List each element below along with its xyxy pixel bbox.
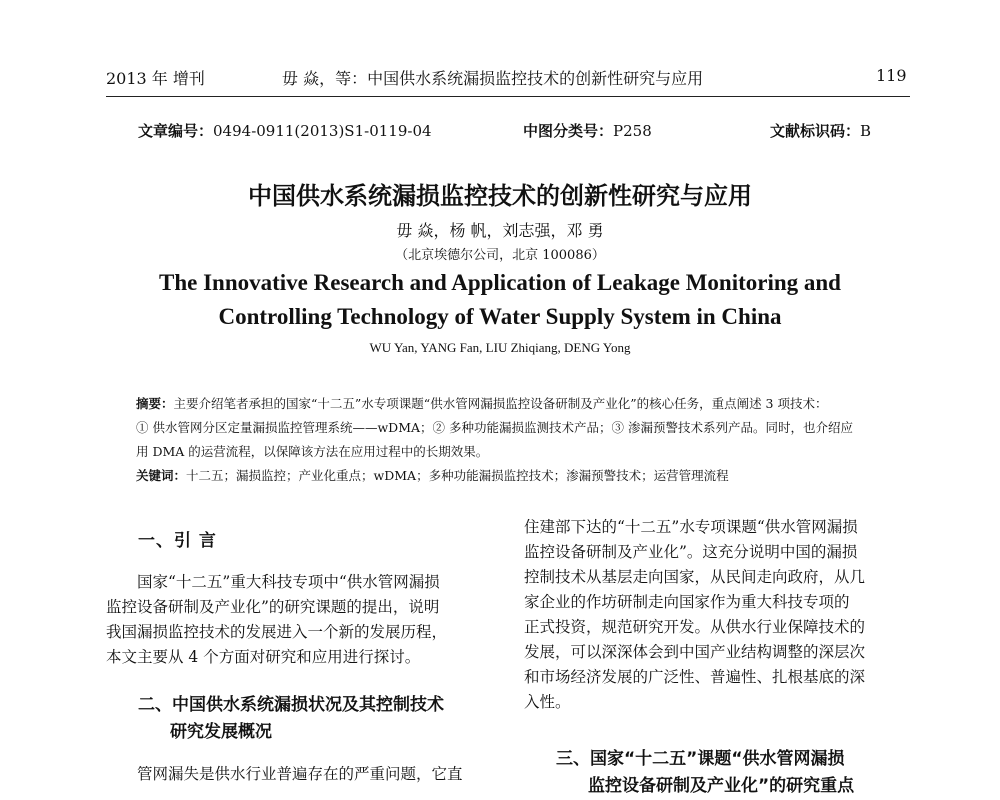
keywords [136,464,888,488]
section2-first-line: 管网漏失是供水行业普遍存在的严重问题，它直 [137,765,463,783]
section1-line: 监控设备研制及产业化”的研究课题的提出，说明 [106,598,440,616]
right-line: 入性。 [524,693,571,711]
abstract [136,392,888,488]
keywords-text: 十二五；漏损监控；产业化重点；wDMA；多种功能漏损监控技术；渗漏预警技术；运营管理流程 [186,468,729,483]
section1-line: 我国漏损监控技术的发展进入一个新的发展历程， [106,623,448,641]
article-number [138,120,432,141]
article-number-value: 0494-0911(2013)S1-0119-04 [213,122,432,140]
right-line: 控制技术从基层走向国家，从民间走向政府，从几 [524,568,866,586]
running-title: 毋 焱，等：中国供水系统漏损监控技术的创新性研究与应用 [282,69,704,88]
title-english-line1: The Innovative Research and Application of Leakage Monitoring and [159,270,841,295]
clc-number [523,120,652,141]
right-line: 正式投资，规范研究开发。从供水行业保障技术的 [524,618,866,636]
right-line: 住建部下达的“十二五”水专项课题“供水管网漏损 [524,518,858,536]
clc-value: P258 [613,122,652,140]
section1-line: 国家“十二五”重大科技专项中“供水管网漏损 [137,573,440,591]
right-line: 发展，可以深深体会到中国产业结构调整的深层次 [524,643,866,661]
abstract-line1: 主要介绍笔者承担的国家“十二五”水专项课题“供水管网漏损监控设备研制及产业化”的核心任务，重点阐述 3 项技术： [173,396,828,411]
right-line: 监控设备研制及产业化”。这充分说明中国的漏损 [524,543,858,561]
right-line: 家企业的作坊研制走向国家作为重大科技专项的 [524,593,850,611]
header-rule [106,96,910,97]
article-number-label: 文章编号： [138,122,214,140]
authors-chinese: 毋 焱，杨 帆，刘志强，邓 勇 [396,221,604,240]
header-year-issue: 2013 年 增刊 [106,69,205,88]
authors-english: WU Yan, YANG Fan, LIU Zhiqiang, DENG Yong [369,340,631,355]
affiliation: （北京埃德尔公司，北京 100086） [395,248,605,263]
title-english-line2: Controlling Technology of Water Supply System in China [218,304,782,329]
right-line: 和市场经济发展的广泛性、普遍性、扎根基底的深 [524,668,866,686]
document-code [770,120,871,141]
section2-heading-line1: 二、中国供水系统漏损状况及其控制技术 [138,695,444,715]
section3-heading-line2: 监控设备研制及产业化”的研究重点 [588,776,855,796]
section1-heading: 一、引 言 [138,531,217,551]
keywords-label: 关键词： [136,468,187,483]
clc-label: 中图分类号： [523,122,614,140]
right-column-body [524,515,910,715]
section3-heading-line1: 三、国家“十二五”课题“供水管网漏损 [556,749,845,769]
title-chinese: 中国供水系统漏损监控技术的创新性研究与应用 [248,181,752,210]
abstract-line2: ① 供水管网分区定量漏损监控管理系统——wDMA；② 多种功能漏损监测技术产品；③ 渗漏预警技术系列产品。同时，也介绍应 [136,420,853,435]
page-number: 119 [876,66,907,85]
document-code-value: B [860,122,872,140]
section1-line: 本文主要从 4 个方面对研究和应用进行探讨。 [106,648,421,666]
section1-body [106,570,492,670]
section2-heading-line2: 研究发展概况 [170,722,272,742]
abstract-label: 摘要： [136,396,174,411]
document-code-label: 文献标识码： [770,122,861,140]
abstract-line3: 用 DMA 的运营流程，以保障该方法在应用过程中的长期效果。 [136,444,489,459]
